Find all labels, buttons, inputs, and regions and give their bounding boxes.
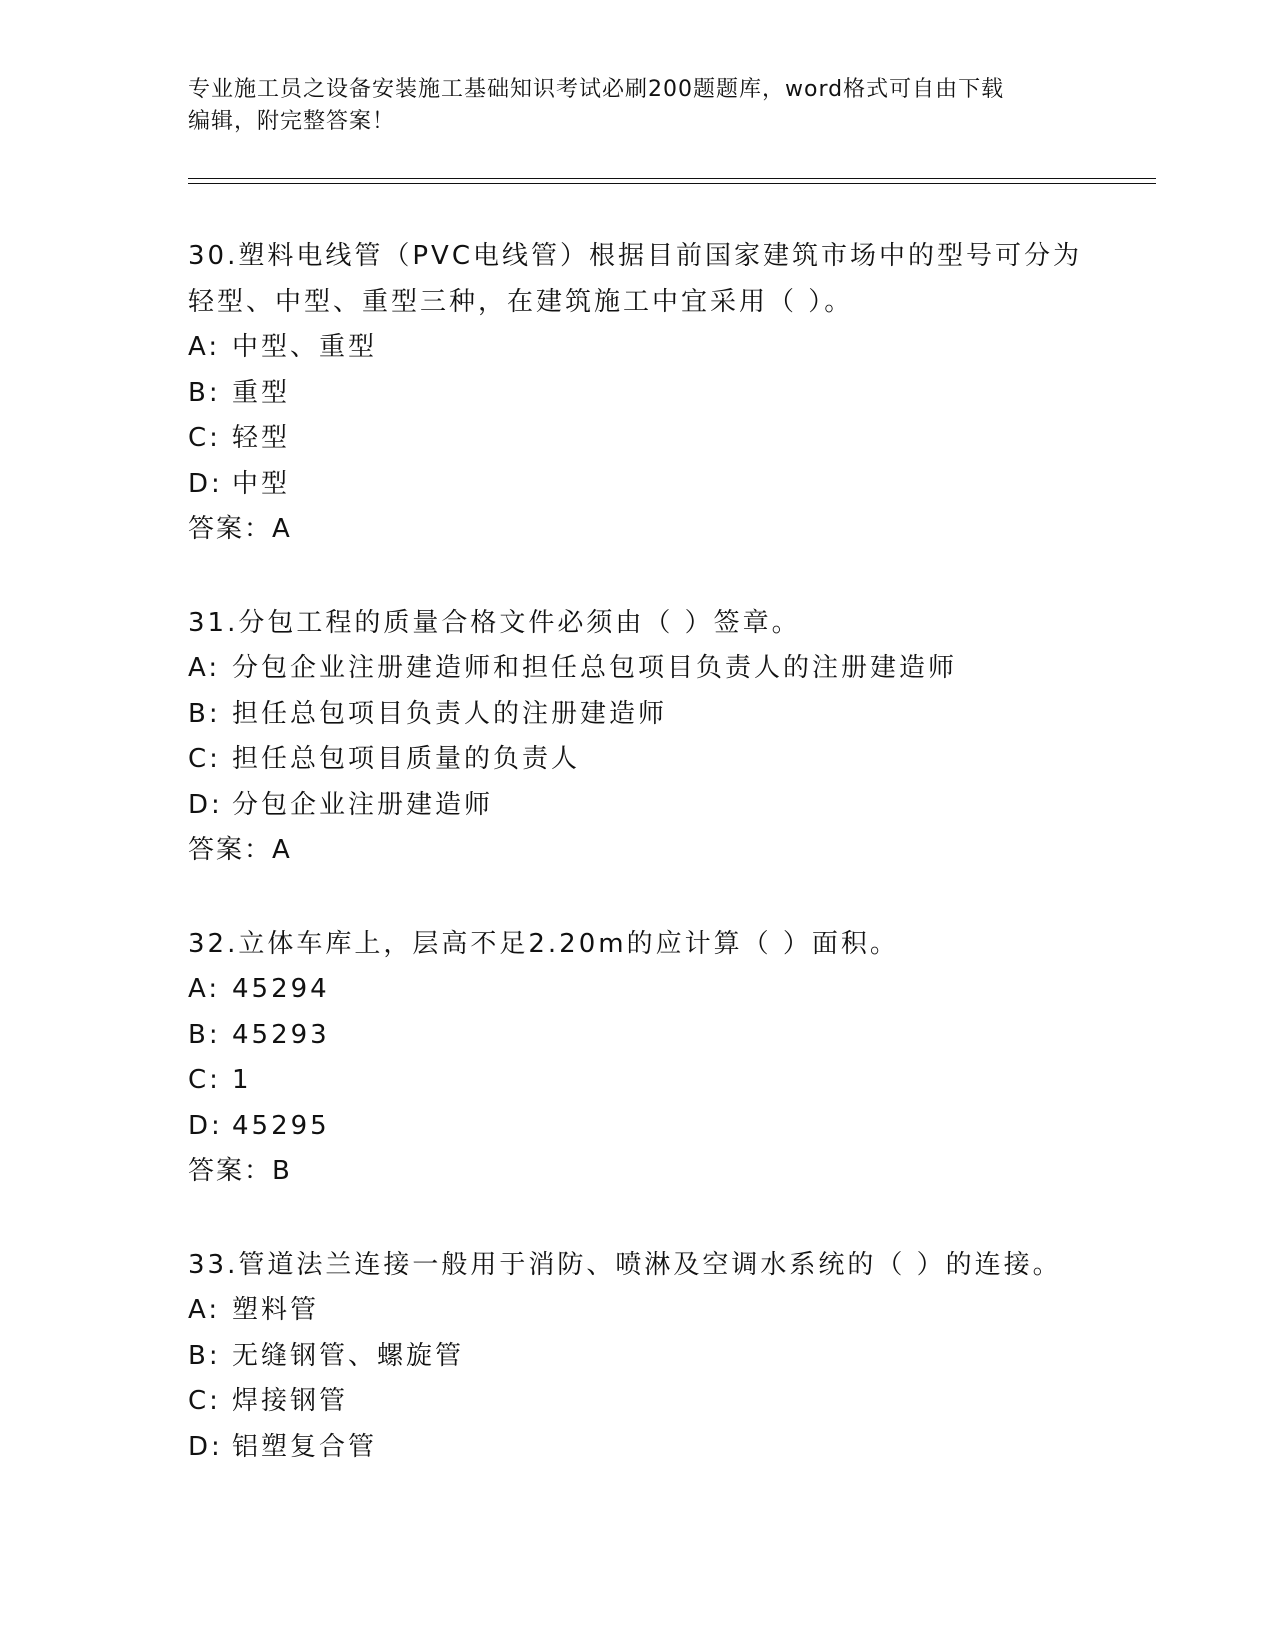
option-text: 中型 [232, 468, 291, 499]
header-rule-top [188, 178, 1156, 179]
option-key: A: [188, 974, 221, 1004]
option-d [188, 783, 1108, 829]
option-text: 45295 [232, 1110, 330, 1141]
option-text: 担任总包项目负责人的注册建造师 [232, 698, 668, 729]
option-key: C: [188, 1386, 221, 1416]
stem-line: 轻型、中型、重型三种，在建筑施工中宜采用（ ）。 [188, 286, 854, 317]
option-text: 分包企业注册建造师 [232, 789, 494, 820]
question-31 [188, 601, 1108, 874]
option-key: C: [188, 423, 221, 453]
option-key: A: [188, 332, 221, 362]
header-line-2: 编辑，附完整答案！ [188, 109, 396, 134]
option-key: B: [188, 698, 221, 729]
option-a [188, 1288, 1108, 1334]
option-a [188, 646, 1108, 692]
option-key: D: [188, 468, 223, 499]
option-text: 中型、重型 [232, 332, 378, 362]
option-key: D: [188, 1431, 223, 1462]
stem-line: 33.管道法兰连接一般用于消防、喷淋及空调水系统的（ ）的连接。 [188, 1249, 1062, 1280]
option-text: 重型 [232, 377, 291, 408]
option-d [188, 1425, 1108, 1471]
answer: 答案：A [188, 514, 292, 544]
answer: 答案：A [188, 835, 292, 865]
answer: 答案：B [188, 1156, 292, 1186]
option-key: A: [188, 1295, 221, 1325]
option-text: 担任总包项目质量的负责人 [232, 744, 581, 774]
option-text: 分包企业注册建造师和担任总包项目负责人的注册建造师 [232, 653, 958, 683]
option-key: C: [188, 744, 221, 774]
stem-line: 32.立体车库上，层高不足2.20m的应计算（ ）面积。 [188, 928, 899, 959]
option-b [188, 1334, 1108, 1380]
option-text: 轻型 [232, 423, 291, 453]
option-text: 无缝钢管、螺旋管 [232, 1340, 465, 1371]
option-a [188, 967, 1108, 1013]
question-stem [188, 601, 1108, 647]
option-key: C: [188, 1065, 221, 1095]
option-text: 焊接钢管 [232, 1386, 349, 1416]
question-30 [188, 234, 1108, 553]
option-text: 45293 [232, 1019, 330, 1050]
option-d [188, 462, 1108, 508]
option-b [188, 692, 1108, 738]
question-32 [188, 922, 1108, 1195]
option-key: B: [188, 377, 221, 408]
option-a [188, 325, 1108, 371]
question-list [188, 234, 1108, 1518]
question-stem [188, 922, 1108, 968]
option-d [188, 1104, 1108, 1150]
option-c [188, 737, 1108, 783]
header-line-1: 专业施工员之设备安装施工基础知识考试必刷200题题库，word格式可自由下载 [188, 77, 1005, 102]
option-text: 1 [232, 1065, 252, 1095]
option-text: 45294 [232, 974, 330, 1004]
page-header [188, 74, 1068, 138]
question-33 [188, 1243, 1108, 1471]
option-b [188, 1013, 1108, 1059]
option-key: D: [188, 789, 223, 820]
stem-line: 30.塑料电线管（PVC电线管）根据目前国家建筑市场中的型号可分为 [188, 241, 1082, 271]
option-key: B: [188, 1019, 221, 1050]
option-key: D: [188, 1110, 223, 1141]
option-b [188, 371, 1108, 417]
question-stem [188, 1243, 1108, 1289]
option-text: 塑料管 [232, 1295, 320, 1325]
option-key: A: [188, 653, 221, 683]
option-text: 铝塑复合管 [232, 1431, 378, 1462]
option-c [188, 1058, 1108, 1104]
question-stem [188, 234, 1108, 325]
option-c [188, 1379, 1108, 1425]
stem-line: 31.分包工程的质量合格文件必须由（ ）签章。 [188, 607, 801, 638]
option-key: B: [188, 1340, 221, 1371]
header-rule-bottom [188, 183, 1156, 184]
option-c [188, 416, 1108, 462]
